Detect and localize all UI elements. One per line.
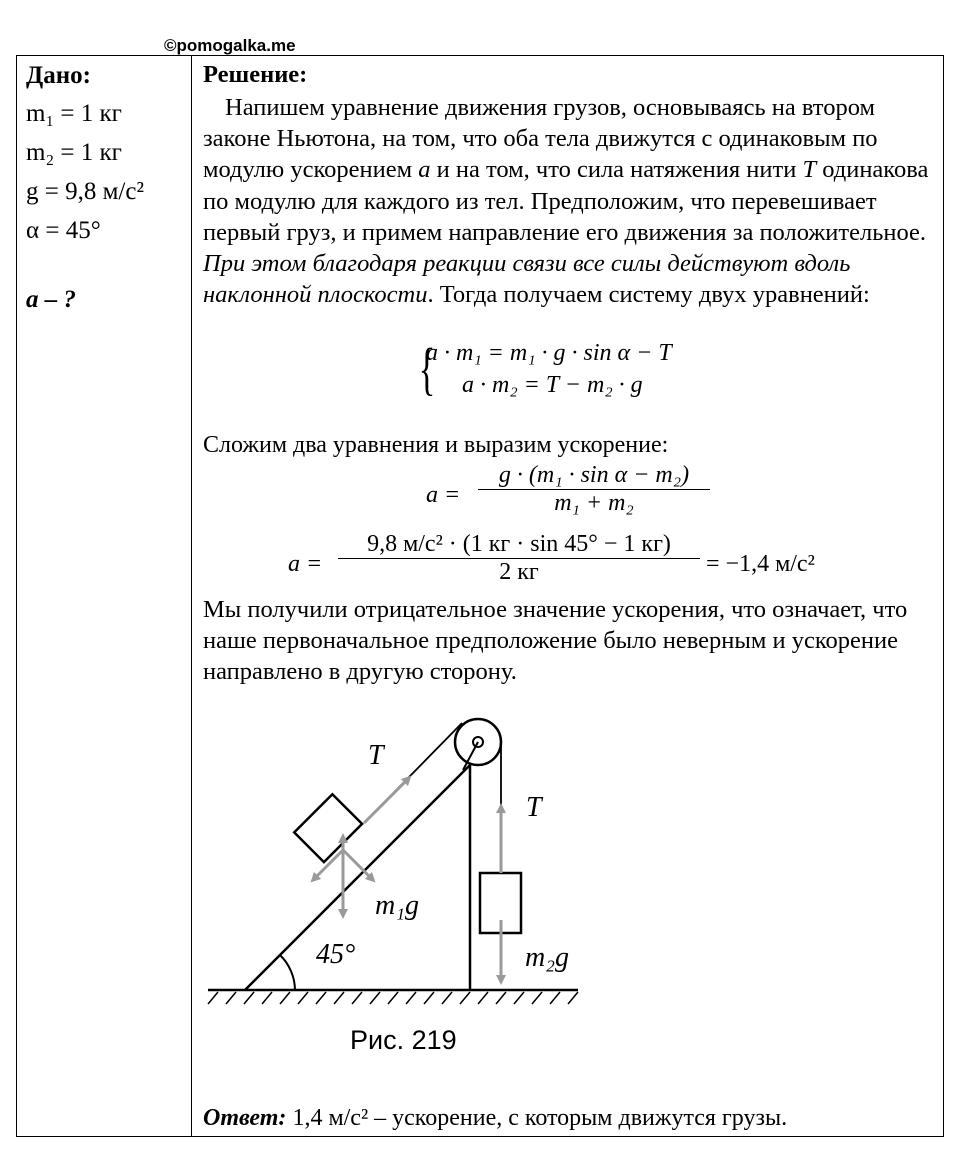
incline-surface	[245, 765, 470, 990]
answer-label: Ответ:	[203, 1105, 287, 1131]
formula-1-numerator: g · (m₁ · sin α − m₂)	[498, 462, 690, 488]
label-T1: T	[368, 740, 384, 771]
label-m1g: m₁g	[375, 890, 419, 921]
formula-1-denominator: m₁ + m₂	[478, 489, 710, 517]
angle-arc	[280, 955, 295, 990]
equation-1: a · m₁ = m₁ · g · sin α − T	[426, 340, 672, 366]
equation-2: a · m₂ = T − m₂ · g	[462, 372, 643, 398]
formula-2-denominator: 2 кг	[338, 558, 700, 586]
given-line: g = 9,8 м/с²	[26, 178, 144, 205]
label-T2: T	[526, 792, 542, 823]
solution-heading: Решение:	[203, 61, 308, 88]
answer	[203, 1105, 787, 1132]
solution-paragraph-3: Мы получили отрицательное значение ускорения, что означает, что наше первоначальное предположение было неверным и ускорение направлено в другую сторону.	[203, 596, 908, 686]
system-brace: {	[418, 336, 436, 401]
given-line: m₁ = 1 кг	[26, 100, 122, 127]
given-heading: Дано:	[26, 62, 91, 89]
given-question: a – ?	[26, 286, 76, 313]
figure-caption: Рис. 219	[350, 1025, 457, 1055]
friction-arrow	[343, 850, 372, 879]
label-m2g: m₂g	[525, 942, 569, 973]
formula-1-lhs: a =	[426, 482, 461, 508]
given-line: m₂ = 1 кг	[26, 139, 122, 166]
formula-2-result: = −1,4 м/с²	[706, 551, 815, 577]
given-line: α = 45°	[26, 217, 101, 244]
label-angle: 45°	[316, 939, 356, 970]
watermark: ©pomogalka.me	[164, 36, 296, 55]
formula-2-numerator: 9,8 м/с² · (1 кг · sin 45° − 1 кг)	[367, 531, 671, 557]
answer-text: 1,4 м/с² – ускорение, с которым движутся грузы.	[286, 1105, 788, 1131]
formula-2-lhs: a =	[288, 551, 323, 577]
ground-hatch	[208, 992, 578, 1004]
tension-arrow-1	[364, 779, 408, 823]
block-1	[294, 794, 362, 862]
solution-paragraph-1: Напишем уравнение движения грузов, основываясь на втором законе Ньютона, на том, что оба тела движутся с одинаковым по модулю ускорением a и на том, что сила натяжения нити T одинакова по модулю для каждого из тел. Предположим, что перевешивает первый груз, и примем направление его движения за положительное. При этом благодаря реакции связи все силы действуют вдоль наклонной плоскости. Тогда получаем систему двух уравнений:	[203, 94, 929, 309]
solution-paragraph-2: Сложим два уравнения и выразим ускорение:	[203, 432, 669, 458]
